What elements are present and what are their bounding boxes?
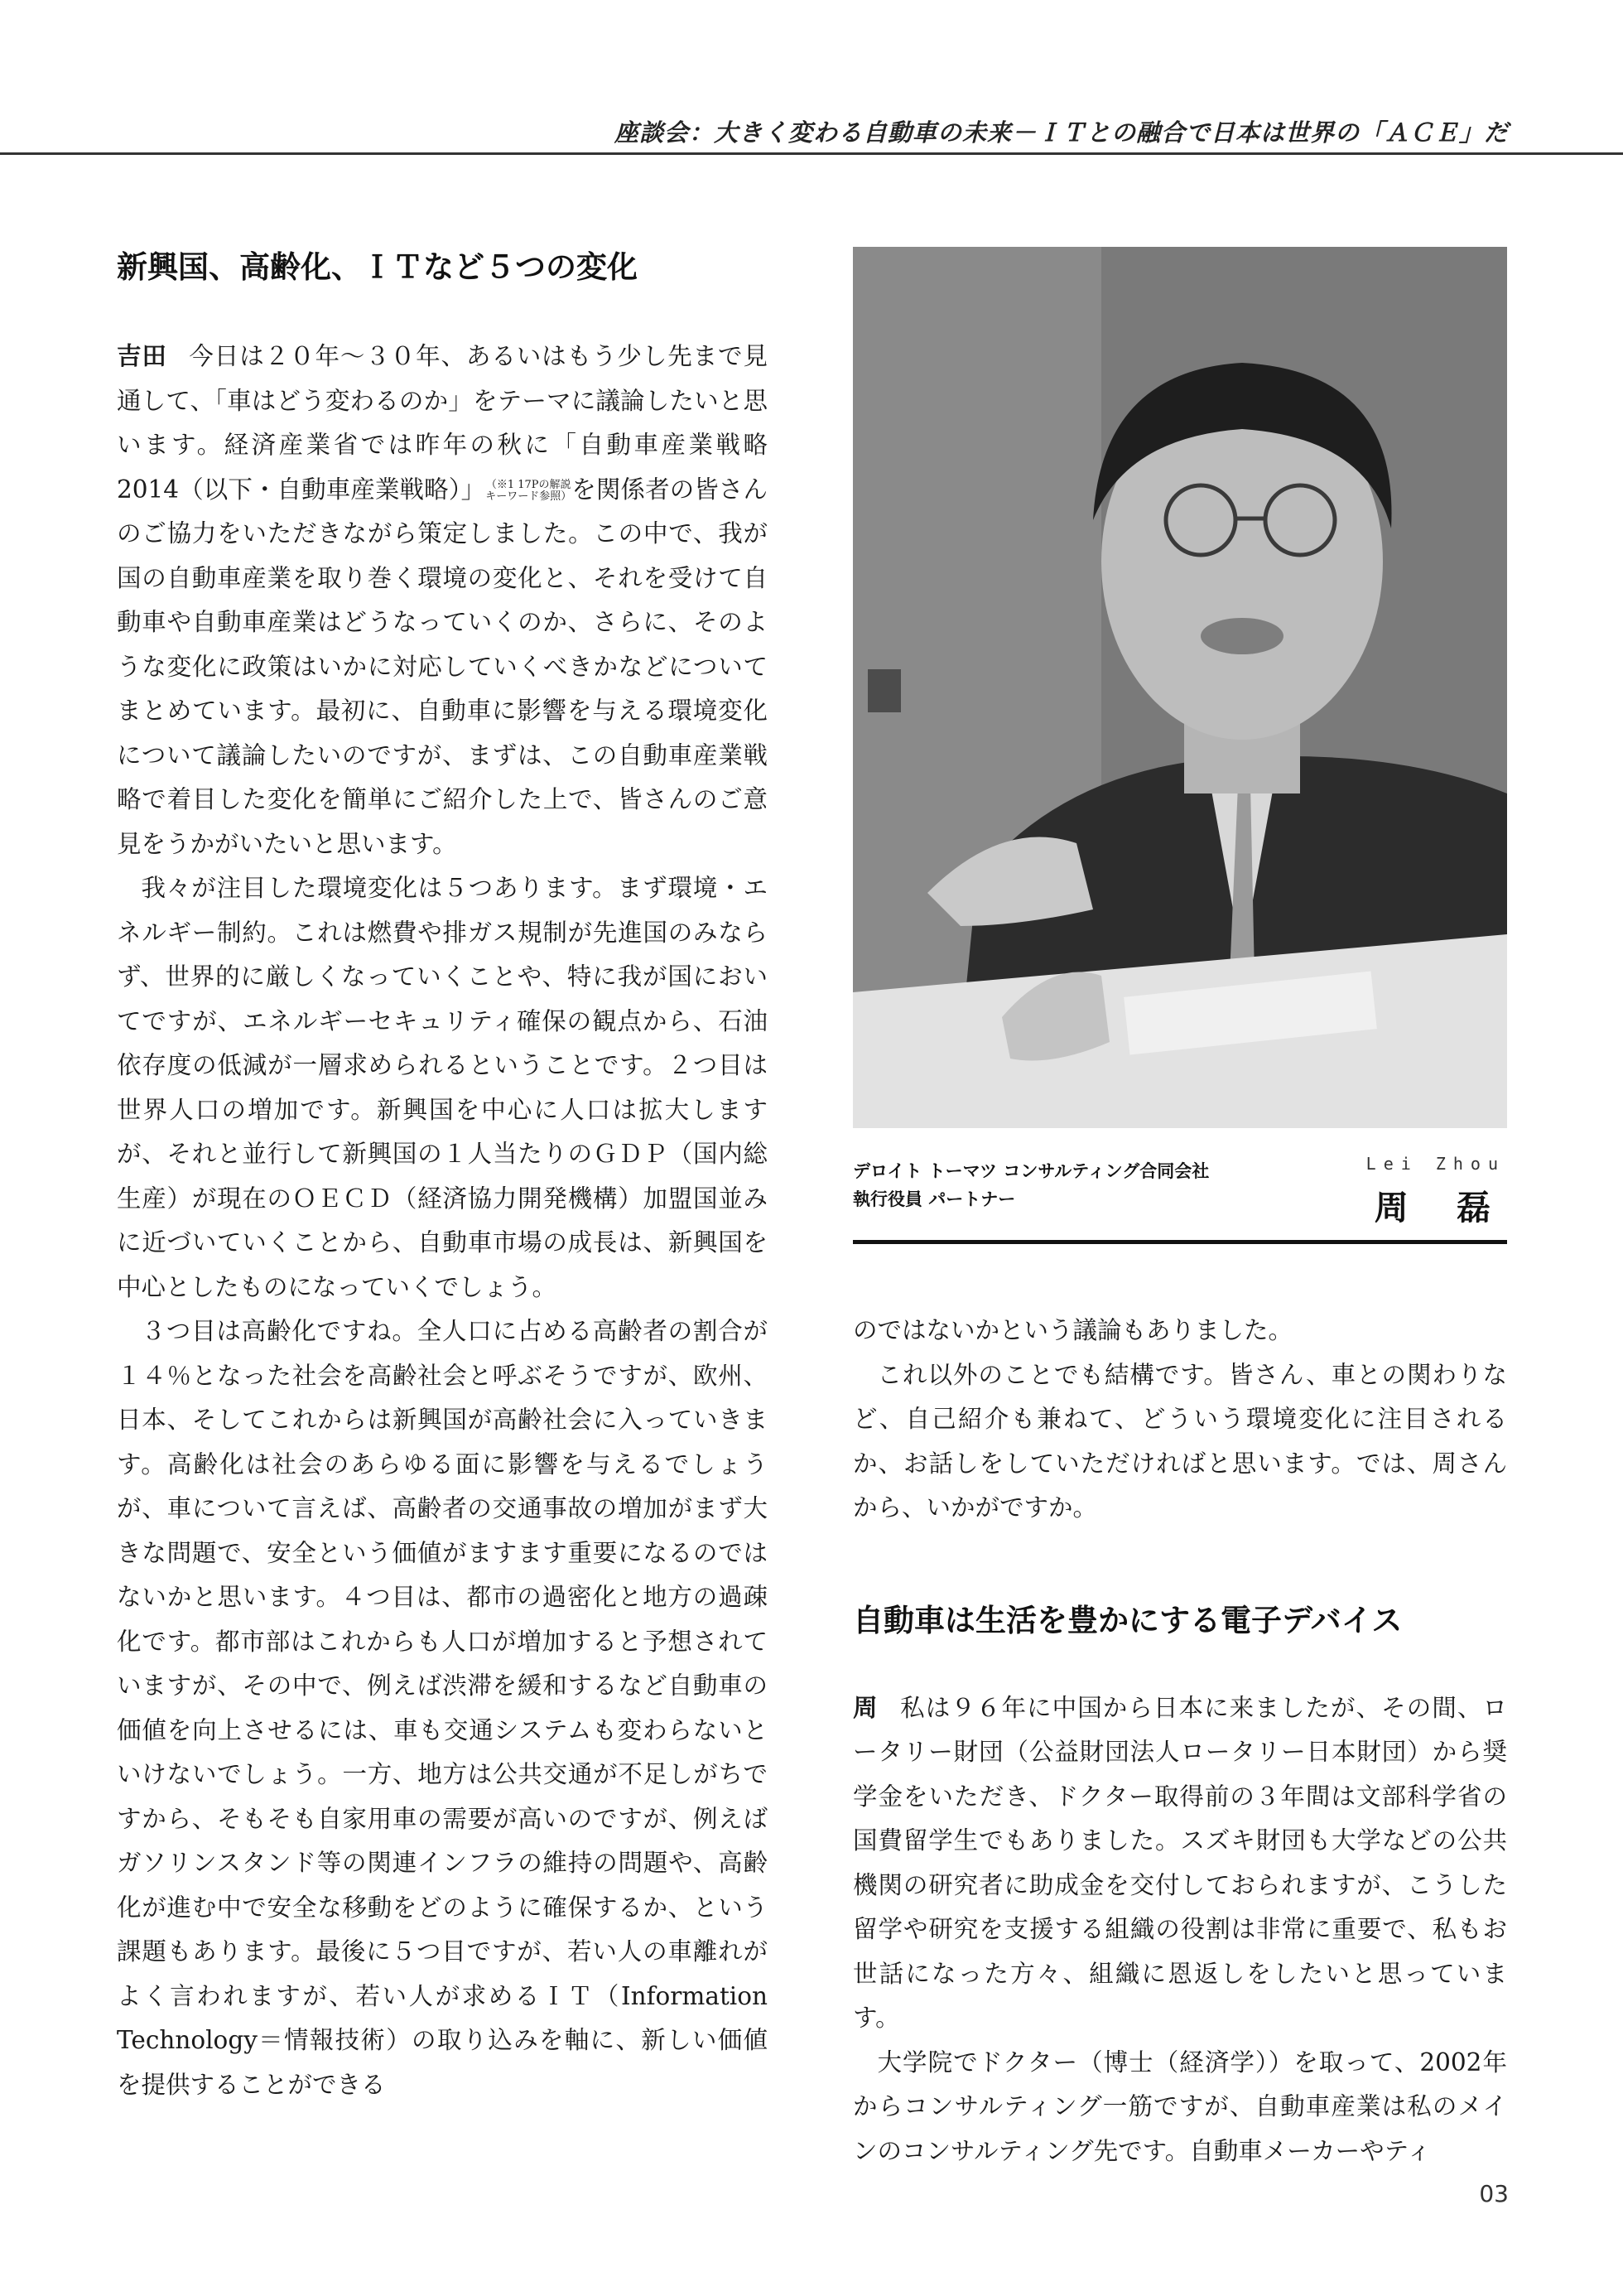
caption-title-line: 執行役員 パートナー [853, 1189, 1016, 1209]
left-body [117, 335, 768, 2107]
footnote-reference [485, 480, 571, 503]
speaker-label-yoshida: 吉田 [117, 342, 167, 370]
paragraph-text: 私は９６年に中国から日本に来ましたが、その間、ロータリー財団（公益財団法人ロータリー日本財団）から奨学金をいただき、ドクター取得前の３年間は文部科学省の国費留学生でもありました。スズキ財団も大学などの公共機関の研究者に助成金を交付しておられますが、こうした留学や研究を支援する組織の役割は非常に重要で、私もお世話になった方々、組織に恩返しをしたいと思っています。 [853, 1693, 1507, 2032]
footnote-line: （※1 17Pの解説 [485, 478, 571, 491]
speaker-label-zhou: 周 [853, 1693, 879, 1722]
caption-rule [853, 1240, 1507, 1244]
paragraph-yoshida-1 [117, 335, 768, 866]
footnote-line: キーワード参照） [485, 490, 572, 503]
portrait-illustration [853, 247, 1507, 1128]
paragraph-yoshida-4: これ以外のことでも結構です。皆さん、車との関わりなど、自己紹介も兼ねて、どういう環境変化に注目されるか、お話しをしていただければと思います。では、周さんから、いかがですか。 [853, 1360, 1507, 1522]
paragraph-zhou-2: 大学院でドクター（博士（経済学））を取って、2002年からコンサルティング一筋ですが、自動車産業は私のメインのコンサルティング先です。自動車メーカーやティ [853, 2048, 1507, 2165]
paragraph-text: を関係者の皆さんのご協力をいただきながら策定しました。この中で、我が国の自動車産業を取り巻く環境の変化と、それを受けて自動車や自動車産業はどうなっていくのか、さらに、そのような変化に政策はいかに対応していくべきかなどについてまとめています。最初に、自動車に影響を与える環境変化について議論したいのですが、まずは、この自動車産業戦略で着目した変化を簡単にご紹介した上で、皆さんのご意見をうかがいたいと思います。 [117, 475, 768, 858]
caption-name-roman: Lei Zhou [1365, 1154, 1505, 1174]
header-rule [0, 152, 1623, 155]
paragraph-continuation: のではないかという議論もありました。 [853, 1316, 1293, 1344]
right-body-bottom [853, 1686, 1507, 2174]
photo-caption-company [853, 1157, 1209, 1213]
paragraph-yoshida-2: 我々が注目した環境変化は５つあります。まず環境・エネルギー制約。これは燃費や排ガス規制が先進国のみならず、世界的に厳しくなっていくことや、特に我が国においてですが、エネルギーセキュリティ確保の観点から、石油依存度の低減が一層求められるということです。２つ目は世界人口の増加です。新興国を中心に人口は拡大しますが、それと並行して新興国の１人当たりのＧＤＰ（国内総生産）が現在のＯＥＣＤ（経済協力開発機構）加盟国並みに近づいていくことから、自動車市場の成長は、新興国を中心としたものになっていくでしょう。 [117, 874, 768, 1301]
caption-name: 周 磊 [1374, 1188, 1509, 1228]
paragraph-text: 今日は２０年～３０年、あるいはもう少し先まで見通して、「車はどう変わるのか」をテーマに議論したいと思います。経済産業省では昨年の秋に「自動車産業戦略 2014（以下・自動車産業戦略）」 [117, 342, 768, 504]
paragraph-zhou-1 [853, 1686, 1507, 2041]
left-column [117, 242, 768, 2107]
running-header: 座談会：大きく変わる自動車の未来－ＩＴとの融合で日本は世界の「ＡＣＥ」だ [614, 118, 1509, 147]
section-heading-1: 新興国、高齢化、ＩＴなど５つの変化 [117, 249, 638, 285]
section-heading-2: 自動車は生活を豊かにする電子デバイス [853, 1602, 1403, 1638]
right-body-top [853, 1309, 1507, 1531]
caption-company-line: デロイト トーマツ コンサルティング合同会社 [853, 1161, 1210, 1181]
right-column [853, 1309, 1507, 2173]
portrait-photo [853, 247, 1507, 1128]
paragraph-yoshida-3: ３つ目は高齢化ですね。全人口に占める高齢者の割合が１４％となった社会を高齢社会と呼ぶそうですが、欧州、日本、そしてこれからは新興国が高齢社会に入っていきます。高齢化は社会のあらゆる面に影響を与えるでしょうが、車について言えば、高齢者の交通事故の増加がまず大きな問題で、安全という価値がますます重要になるのではないかと思います。４つ目は、都市の過密化と地方の過疎化です。都市部はこれからも人口が増加すると予想されていますが、その中で、例えば渋滞を緩和するなど自動車の価値を向上させるには、車も交通システムも変わらないといけないでしょう。一方、地方は公共交通が不足しがちですから、そもそも自家用車の需要が高いのですが、例えばガソリンスタンド等の関連インフラの維持の問題や、高齢化が進む中で安全な移動をどのように確保するか、という課題もあります。最後に５つ目ですが、若い人の車離れがよく言われますが、若い人が求めるＩＴ（Information Technology＝情報技術）の取り込みを軸に、新しい価値を提供することができる [117, 1317, 768, 2099]
page-number: 03 [1479, 2180, 1509, 2207]
